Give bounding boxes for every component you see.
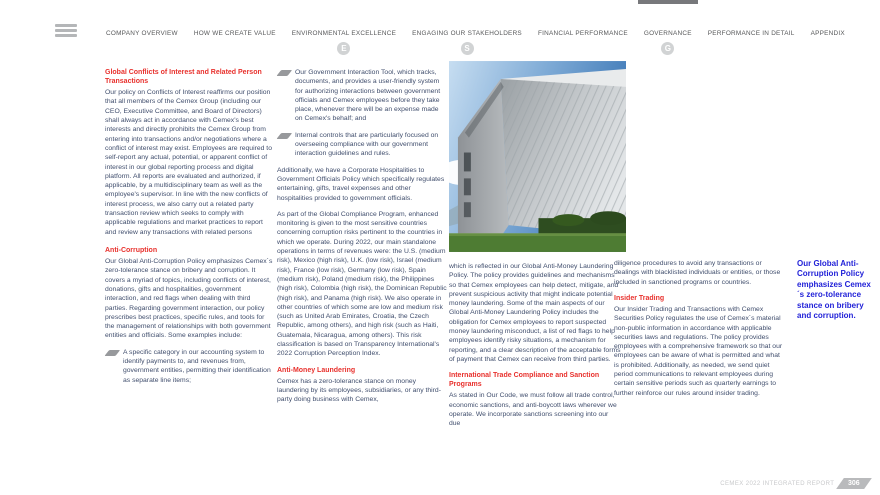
paragraph: which is reflected in our Global Anti-Money Laundering Policy. The policy provides guidelines and mechanisms so that Cemex employees can help detect, mitigate, and prevent suspicious activity that might indicate potential money laundering. Some of the main aspects of our Global Anti-Money Laundering Policy includes the obligation for Cemex employees to report suspected money laundering misconduct, a list of red flags to help employees identify risky situations, a mechanism for reporting, and a clear description of the acceptable forms of payment that Cemex can receive from third parties. [449, 263, 621, 363]
text-column-1 [105, 68, 273, 392]
tab-how-we-create-value[interactable]: HOW WE CREATE VALUE [193, 30, 276, 37]
paragraph: As stated in Our Code, we must follow all trade control, economic sanctions, and anti-boycott laws wherever we operate. We incorporate sanctions screening into our due [449, 392, 617, 428]
top-navigation [98, 0, 853, 55]
governance-badge-icon: G [661, 42, 674, 55]
tab-environmental-excellence[interactable]: ENVIRONMENTAL EXCELLENCE E [291, 30, 397, 53]
tab-company-overview[interactable]: COMPANY OVERVIEW [106, 30, 178, 37]
text-column-3 [449, 61, 626, 436]
paragraph: diligence procedures to avoid any transactions or dealings with blacklisted individuals or entities, or those included in sanctioned programs or countries. [614, 260, 781, 286]
tab-financial-performance[interactable]: FINANCIAL PERFORMANCE [537, 30, 628, 37]
heading-trade-compliance: International Trade Compliance and Sanction Programs [449, 372, 600, 389]
tab-governance[interactable]: GOVERNANCE G [636, 0, 700, 55]
heading-anti-corruption: Anti-Corruption [105, 246, 158, 254]
hamburger-menu-icon[interactable] [55, 24, 77, 38]
list-item: Internal controls that are particularly focused on overseeing compliance with our government interaction guidelines and rules. [277, 131, 447, 159]
margin-callout: Our Global Anti-Corruption Policy emphasizes Cemex´s zero-tolerance stance on bribery and corruption. [797, 259, 871, 320]
paragraph: As part of the Global Compliance Program, enhanced monitoring is given to the most sensitive countries concerning corruption risks pertinent to the countries in which we operate. During 2022, our main standalone operations in terms of revenues were: the U.S. (medium risk), Mexico (high risk), U.K. (low risk), Israel (medium risk), France (low risk), Germany (low risk), Spain (medium risk), Poland (medium risk), the Philippines (high risk), Colombia (high risk), the Dominican Republic (high risk), and Panama (high risk). We also operate in other countries of which some are low and medium risk (such as United Arab Emirates, Croatia, the Czech Republic, among others), and high risk (such as Haiti, Guatemala, Nicaragua, among others). This risk classification is based on Transparency International's 2022 Corruption Perception Index. [277, 210, 447, 358]
list-item: A specific category in our accounting system to identify payments to, and revenues from, government entities, permitting their identification as separate line items; [105, 348, 273, 385]
heading-anti-money-laundering: Anti-Money Laundering [277, 366, 356, 374]
page-footer [720, 478, 868, 489]
environmental-badge-icon: E [337, 42, 350, 55]
column3-text [449, 262, 621, 429]
building-photo [449, 61, 626, 252]
tab-appendix[interactable]: APPENDIX [810, 30, 845, 37]
swoosh-bullet-icon [277, 133, 292, 139]
text-column-4 [614, 259, 786, 405]
paragraph: Our Global Anti-Corruption Policy emphasizes Cemex´s zero-tolerance stance on bribery and corruption. It covers a myriad of topics, including conflicts of interest, donations, gifts and hospitalities, government interaction, and red flags when dealing with third parties. Regarding government interaction, our policy prescribes best practices, specific rules, and tools for the management of relationships with both government entities and officials. Some examples include: [105, 258, 273, 340]
paragraph: Cemex has a zero-tolerance stance on money laundering by its employees, subsidiaries, or any third-party doing business with Cemex, [277, 377, 441, 404]
text-column-2 [277, 68, 447, 412]
swoosh-bullet-icon [105, 350, 120, 356]
list-item: Our Government Interaction Tool, which tracks, documents, and provides a user-friendly system for authorizing interactions between government officials and Cemex employees before they take place, whenever there will be an expense made on Cemex's behalf; and [277, 68, 447, 124]
tab-performance-in-detail[interactable]: PERFORMANCE IN DETAIL [707, 30, 795, 37]
stakeholders-badge-icon: S [461, 42, 474, 55]
heading-global-conflicts: Global Conflicts of Interest and Related Person Transactions [105, 69, 262, 86]
paragraph: Additionally, we have a Corporate Hospitalities to Government Officials Policy which specifically regulates entertaining, gifts, travel expenses and other hospitalities provided to government officials. [277, 166, 445, 202]
report-title: CEMEX 2022 INTEGRATED REPORT [720, 480, 835, 487]
tab-engaging-our-stakeholders[interactable]: ENGAGING OUR STAKEHOLDERS S [412, 30, 522, 53]
paragraph: Our policy on Conflicts of Interest reaffirms our position that all members of the Cemex Group (including our CEO, Executive Committee, and Board of Directors) shall always act in accordance with Cemex's best interests and directly prohibits the Cemex Group from entering into transactions and/or negotiations where a conflict of interest may exist. Employees are required to self-report any actual, potential, or apparent conflict of interest in our global reporting process and digital platform. All reports are evaluated and authorized, if applicable, by a multidisciplinary team as well as the employee's supervisor. In line with the new conflicts of interest process, we also carry out a related party transaction review which seeks to comply with applicable regulations and market practices to report and review any transactions with related persons [105, 89, 272, 236]
page-number: 306 [848, 480, 860, 487]
paragraph: Our Insider Trading and Transactions with Cemex Securities Policy regulates the use of Cemex´s material non-public information in accordance with applicable securities laws and regulations. The policy provides employees with a comprehensive framework so that our employees can be aware of what is permitted and what is prohibited. Additionally, as needed, we send quiet period communications to relevant employees during certain sensitive periods such as quarterly earnings to further reinforce our rules around insider trading. [614, 305, 783, 397]
page-number-tag [836, 478, 871, 489]
swoosh-bullet-icon [277, 70, 292, 76]
heading-insider-trading: Insider Trading [614, 294, 665, 302]
